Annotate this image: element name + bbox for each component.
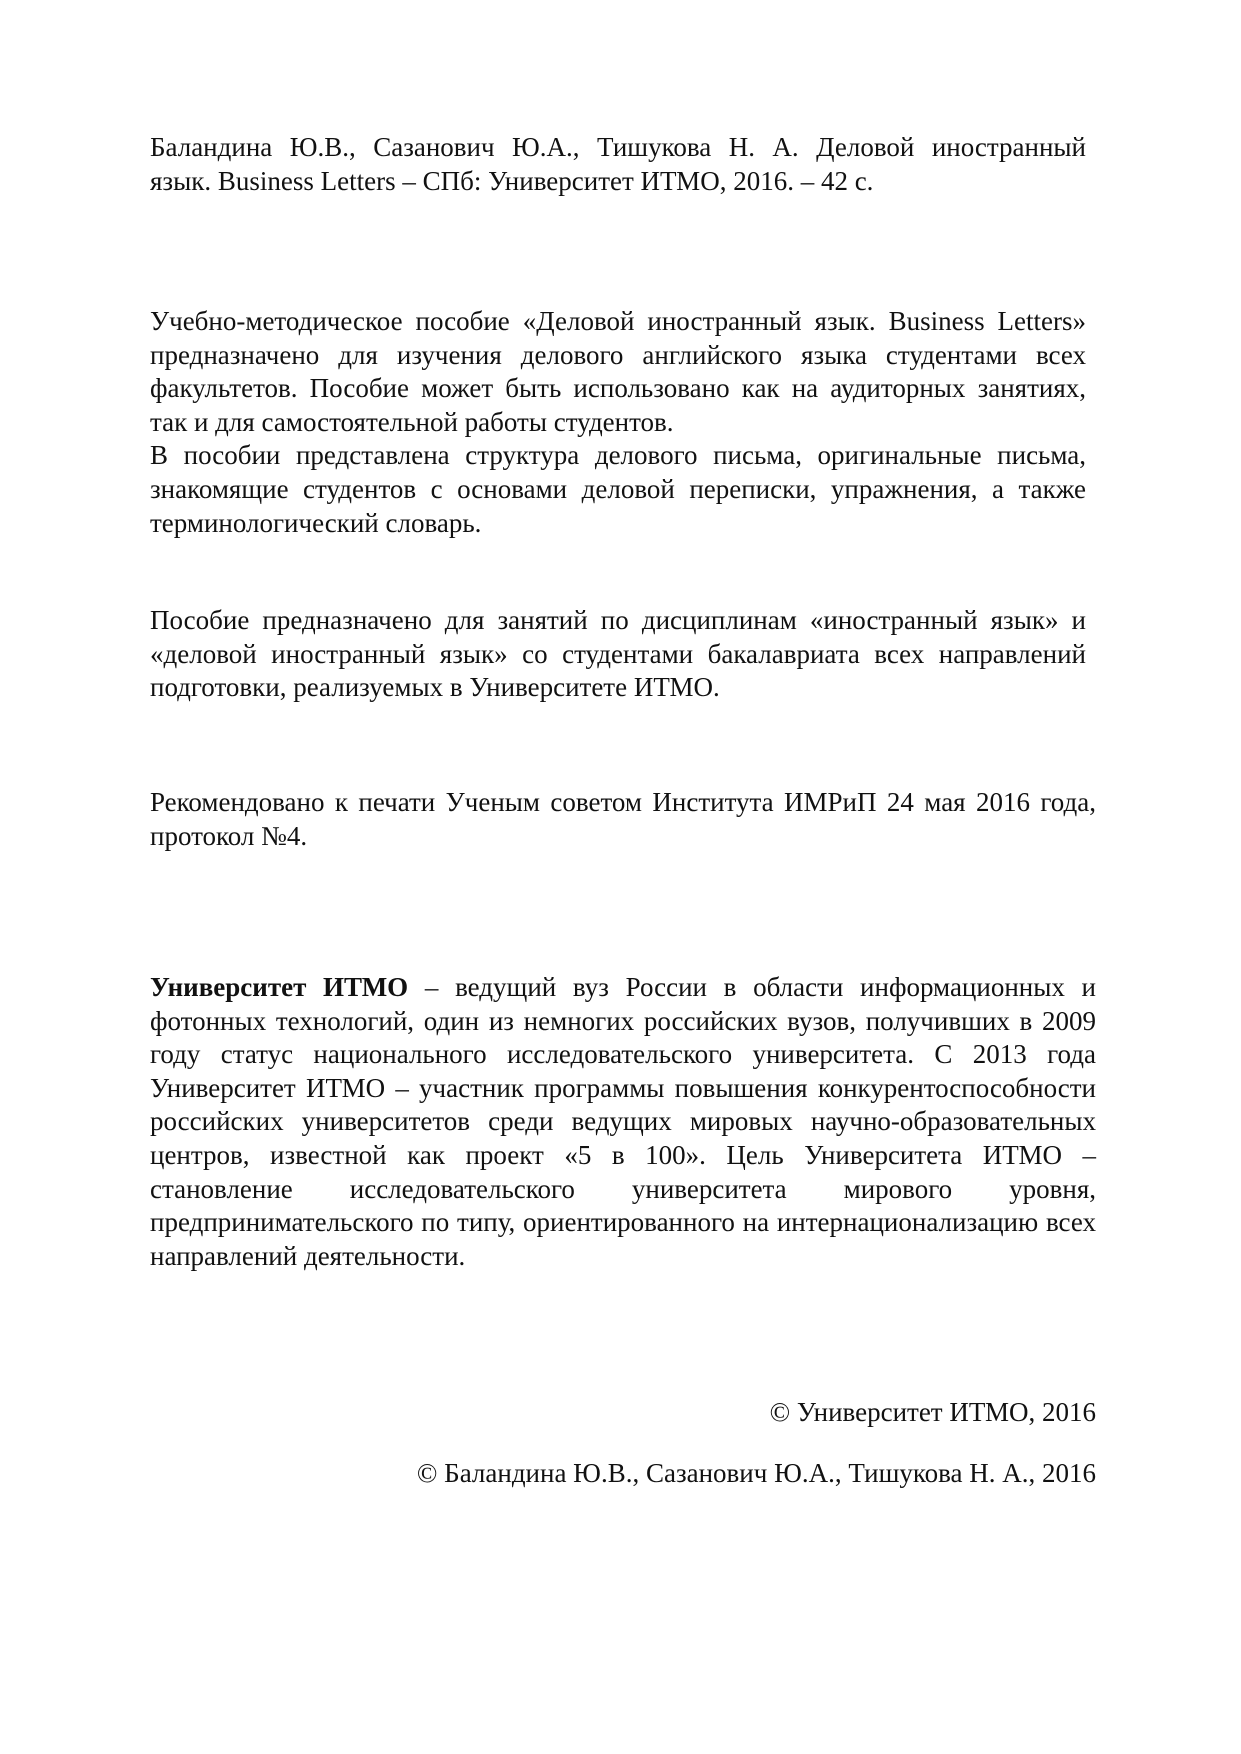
university-paragraph xyxy=(150,971,1096,1273)
purpose-paragraph xyxy=(150,604,1086,705)
copyright-university: © Университет ИТМО, 2016 xyxy=(769,1397,1096,1427)
approval-paragraph xyxy=(150,786,1096,853)
bibliographic-citation xyxy=(150,131,1086,198)
purpose-text: Пособие предназначено для занятий по дисциплинам «иностранный язык» и «деловой иностранный язык» со студентами бакалавриата всех направлений подготовки, реализуемых в Университете ИТМО. xyxy=(150,605,1086,703)
university-text-block xyxy=(150,971,1096,1273)
annotation-text-1: Учебно-методическое пособие «Деловой иностранный язык. Business Letters» предназначено для изучения делового английского языка студентами всех факультетов. Пособие может быть использовано как на аудиторных занятиях, так и для самостоятельной работы студентов. xyxy=(150,306,1086,437)
university-name: Университет ИТМО xyxy=(150,972,409,1002)
university-description: – ведущий вуз России в области информационных и фотонных технологий, один из немногих российских вузов, получивших в 2009 году статус национального исследовательского университета. С 2013 года Университет ИТМО – участник программы повышения конкурентоспособности российских университетов среди ведущих мировых научно-образовательных центров, известной как проект «5 в 100». Цель Университета ИТМО – становление исследовательского университета мирового уровня, предпринимательского по типу, ориентированного на интернационализацию всех направлений деятельности. xyxy=(150,972,1097,1271)
annotation-text-2: В пособии представлена структура делового письма, оригинальные письма, знакомящие студентов с основами деловой переписки, упражнения, а также терминологический словарь. xyxy=(150,440,1086,538)
citation-line-1: Баландина Ю.В., Сазанович Ю.А., Тишукова Н. А. Деловой иностранный xyxy=(150,132,1086,162)
citation-line-2: язык. Business Letters – СПб: Университет ИТМО, 2016. – 42 с. xyxy=(150,165,874,196)
approval-text: Рекомендовано к печати Ученым советом Института ИМРиП 24 мая 2016 года, протокол №4. xyxy=(150,787,1096,851)
copyright-authors: © Баландина Ю.В., Сазанович Ю.А., Тишукова Н. А., 2016 xyxy=(416,1458,1096,1488)
annotation-paragraph xyxy=(150,305,1086,540)
